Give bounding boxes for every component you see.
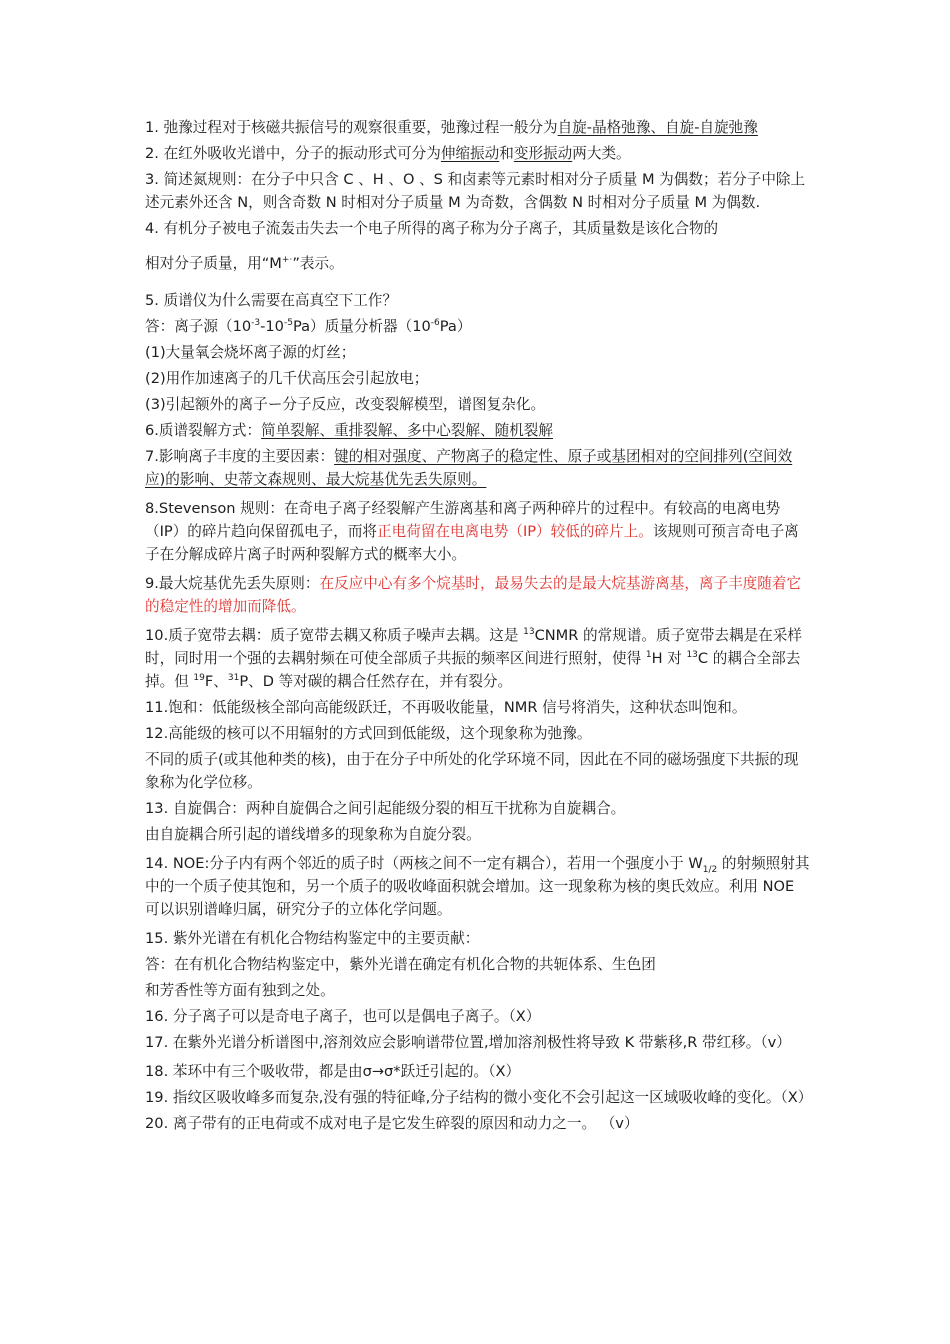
item-19: 19. 指纹区吸收峰多而复杂,没有强的特征峰,分子结构的微小变化不会引起这一区域吸收峰的变化。（X） [145,1089,813,1106]
item-2: 2. 在红外吸收光谱中，分子的振动形式可分为伸缩振动和变形振动两大类。 [145,145,631,162]
item-5-reason-2: (2)用作加速离子的几千伏高压会引起放电； [145,370,429,387]
item-16: 16. 分子离子可以是奇电子离子，也可以是偶电子离子。（X） [145,1008,541,1025]
item-11: 11.饱和：低能级核全部向高能级跃迁，不再吸收能量，NMR 信号将消失，这种状态叫饱和。 [145,699,747,716]
item-1: 1. 弛豫过程对于核磁共振信号的观察很重要，弛豫过程一般分为自旋-晶格弛豫、自旋-自旋弛豫 [145,119,758,136]
item-12: 12.高能级的核可以不用辐射的方式回到低能级，这个现象称为弛豫。 [145,725,592,742]
underlined-answer: 简单裂解、重排裂解、多中心裂解、随机裂解 [261,422,553,439]
item-9: 9.最大烷基优先丢失原则：在反应中心有多个烷基时，最易失去的是最大烷基游离基，离子丰度随着它的稳定性的增加而降低。 [145,575,802,615]
item-12-continued: 不同的质子(或其他种类的核)，由于在分子中所处的化学环境不同，因此在不同的磁场强度下共振的现象称为化学位移。 [145,751,799,791]
item-5-answer: 答：离子源$(10^{-3}-10^{-5}Pa)$质量分析器$(10^{-6}Pa)$ [145,318,472,335]
item-3: 3. 简述氮规则：在分子中只含 C 、H 、O 、S 和卤素等元素时相对分子质量 M 为偶数；若分子中除上述元素外还含 N，则含奇数 N 时相对分子质量 M 为奇数，含偶数 N 时相对分子质量 M 为偶数. [145,171,806,211]
document-page [145,116,813,1138]
item-15-answer-line-1: 答：在有机化合物结构鉴定中，紫外光谱在确定有机化合物的共轭体系、生色团 [145,956,656,973]
item-7: 7.影响离子丰度的主要因素：键的相对强度、产物离子的稳定性、原子或基团相对的空间排列(空间效应)的影响、史蒂文森规则、最大烷基优先丢失原则。 [145,448,793,488]
item-13-continued: 由自旋耦合所引起的谱线增多的现象称为自旋分裂。 [145,826,481,843]
underlined-answer: 键的相对强度、产物离子的稳定性、原子或基团相对的空间排列(空间效应)的影响、史蒂文森规则、最大烷基优先丢失原则。 [145,448,793,488]
item-5-reason-1: (1)大量氧会烧坏离子源的灯丝； [145,344,356,361]
item-10: 10.质子宽带去耦：质子宽带去耦又称质子噪声去耦。这是 $^{13}$CNMR 的常规谱。质子宽带去耦是在采样时，同时用一个强的去耦射频在可使全部质子共振的频率区间进行照射，使得 $^1$H 对 $^{13}$C 的耦合全部去掉。但 $^{19}$F、$^{31}$P、D 等对碳的耦合任然存在，并有裂分。 [145,627,802,690]
item-5-question: 5. 质谱仪为什么需要在高真空下工作？ [145,292,398,309]
item-4-continued: 相对分子质量，用“M+·”表示。 [145,255,344,272]
highlighted-text: 正电荷留在电离电势（IP）较低的碎片上。 [377,523,653,540]
item-15-question: 15. 紫外光谱在有机化合物结构鉴定中的主要贡献： [145,930,480,947]
item-20: 20. 离子带有的正电荷或不成对电子是它发生碎裂的原因和动力之一。 （v） [145,1115,639,1132]
item-18: 18. 苯环中有三个吸收带，都是由σ→σ*跃迁引起的。（X） [145,1063,521,1080]
highlighted-text: 在反应中心有多个烷基时，最易失去的是最大烷基游离基，离子丰度随着它的稳定性的增加而降低。 [145,575,802,615]
underlined-answer: 伸缩振动 [440,145,500,162]
item-14: 14. NOE:分子内有两个邻近的质子时（两核之间不一定有耦合），若用一个强度小于 $W_{1/2}$ 的射频照射其中的一个质子使其饱和，另一个质子的吸收峰面积就会增加。这一现象称为核的奥氏效应。利用 NOE 可以识别谱峰归属，研究分子的立体化学问题。 [145,855,810,918]
item-5-reason-3: (3)引起额外的离子ー分子反应，改变裂解模型，谱图复杂化。 [145,396,546,413]
item-4: 4. 有机分子被电子流轰击失去一个电子所得的离子称为分子离子，其质量数是该化合物的 [145,220,719,237]
item-6: 6.质谱裂解方式：简单裂解、重排裂解、多中心裂解、随机裂解 [145,422,553,439]
item-8: 8.Stevenson 规则：在奇电子离子经裂解产生游离基和离子两种碎片的过程中。有较高的电离电势（IP）的碎片趋向保留孤电子，而将正电荷留在电离电势（IP）较低的碎片上。该规则可预言奇电子离子在分解成碎片离子时两种裂解方式的概率大小。 [145,500,799,563]
underlined-answer: 变形振动 [513,145,573,162]
molecular-ion-superscript: +· [281,255,293,266]
item-17: 17. 在紫外光谱分析谱图中,溶剂效应会影响谱带位置,增加溶剂极性将导致 K 带紫移,R 带红移。（v） [145,1034,791,1051]
underlined-answer: 自旋-晶格弛豫、自旋-自旋弛豫 [557,119,758,136]
item-15-answer-line-2: 和芳香性等方面有独到之处。 [145,982,335,999]
item-13: 13. 自旋偶合：两种自旋偶合之间引起能级分裂的相互干扰称为自旋耦合。 [145,800,626,817]
